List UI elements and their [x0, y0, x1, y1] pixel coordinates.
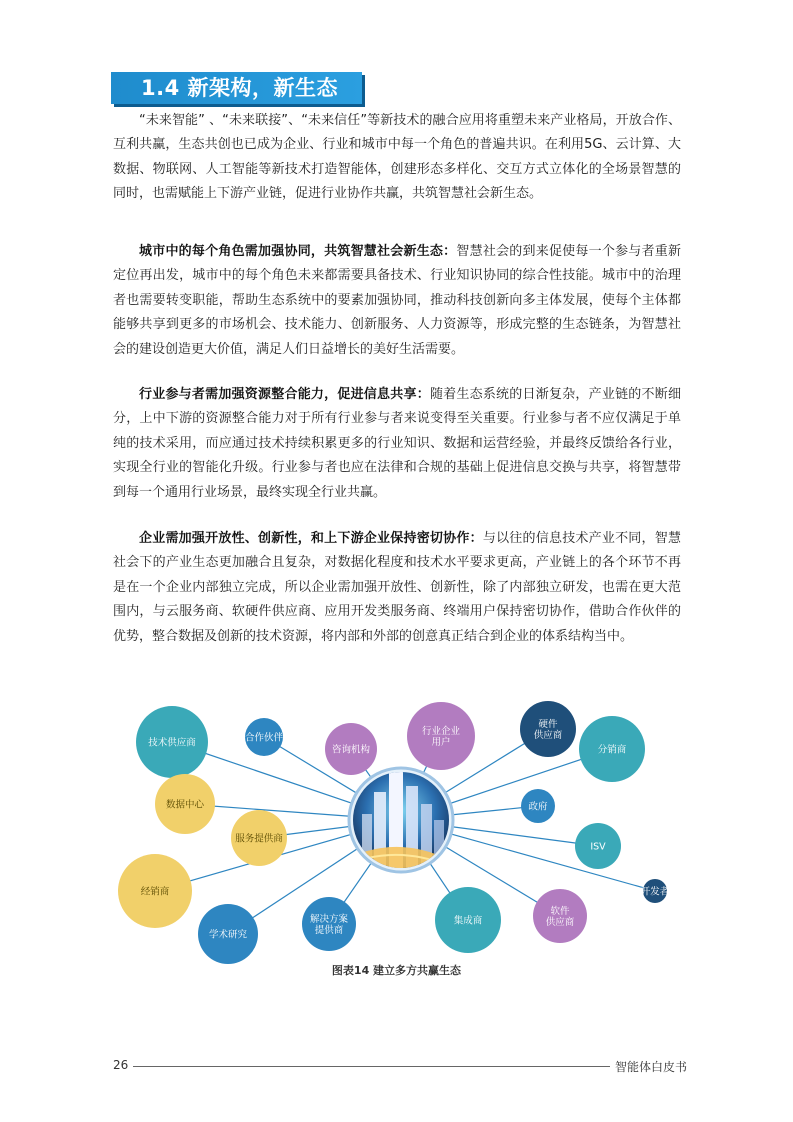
section-title: 1.4 新架构，新生态 — [111, 72, 362, 104]
node-label: 技术供应商 — [148, 737, 196, 749]
node-label: 解决方案 — [309, 914, 349, 925]
paragraph-city-roles — [113, 240, 681, 362]
node-label: 软件 — [550, 906, 570, 917]
paragraph-lead: 企业需加强开放性、创新性，和上下游企业保持密切协作： — [139, 531, 483, 546]
ecosystem-node-n2 — [245, 718, 284, 756]
ecosystem-node-n7 — [155, 774, 215, 834]
node-label: 硬件 — [538, 719, 558, 730]
footer-rule — [133, 1066, 610, 1067]
node-label: 行业企业 — [421, 726, 461, 737]
node-label: ISV — [590, 841, 606, 853]
city-hub-image — [349, 768, 453, 880]
page-number: 26 — [113, 1058, 129, 1072]
node-label: 合作伙伴 — [244, 732, 284, 744]
paragraph-body: 与以往的信息技术产业不同，智慧社会下的产业生态更加融合且复杂，对数据化程度和技术水平要求更高，产业链上的各个环节不再是在一个企业内部独立完成，所以企业需加强开放性、创新性，除了内部独立研发，也需在更大范围内，与云服务商、软硬件供应商、应用开发类服务商、终端用户保持密切协作，借助合作伙伴的优势，整合数据及创新的技术资源，将内部和外部的创意真正结合到企业的体系结构当中。 — [113, 531, 681, 644]
ecosystem-node-n3 — [325, 723, 377, 775]
node-label: 提供商 — [314, 925, 344, 936]
ecosystem-node-n10 — [575, 823, 621, 869]
ecosystem-node-n9 — [521, 789, 555, 823]
ecosystem-node-n4 — [407, 702, 475, 770]
ecosystem-node-n16 — [533, 889, 587, 943]
ecosystem-node-n6 — [579, 716, 645, 782]
ecosystem-node-n5 — [520, 701, 576, 757]
paragraph-body: 随着生态系统的日渐复杂，产业链的不断细分，上中下游的资源整合能力对于所有行业参与者来说变得至关重要。行业参与者不应仅满足于单纯的技术采用，而应通过技术持续积累更多的行业知识、数据和运营经验，并最终反馈给各行业，实现全行业的智能化升级。行业参与者也应在法律和合规的基础上促进信息交换与共享，将智慧带到每一个通用行业场景，最终实现全行业共赢。 — [113, 387, 681, 500]
ecosystem-node-n11 — [641, 879, 670, 903]
ecosystem-node-n14 — [302, 897, 356, 951]
ecosystem-node-n12 — [118, 854, 192, 928]
paragraph-intro: “未来智能” 、“未来联接”、“未来信任”等新技术的融合应用将重塑未来产业格局，开放合作、互利共赢，生态共创也已成为企业、行业和城市中每一个角色的普遍共识。在利用5G、云计算、大数据、物联网、人工智能等新技术打造智能体，创建形态多样化、交互方式立体化的全场景智慧的同时，也需赋能上下游产业链，促进行业协作共赢，共筑智慧社会新生态。 — [113, 113, 681, 202]
paragraph-lead: 行业参与者需加强资源整合能力，促进信息共享： — [139, 387, 430, 402]
ecosystem-node-n8 — [231, 810, 287, 866]
node-label: 学术研究 — [208, 929, 248, 941]
ecosystem-node-n15 — [435, 887, 501, 953]
node-label: 数据中心 — [165, 799, 205, 811]
node-label: 用户 — [431, 737, 451, 748]
ecosystem-node-n13 — [198, 904, 258, 964]
node-label: 政府 — [528, 801, 548, 813]
node-label: 经销商 — [140, 886, 170, 898]
node-label: 供应商 — [533, 730, 563, 741]
ecosystem-diagram — [110, 694, 682, 970]
node-label: 服务提供商 — [235, 833, 283, 845]
node-label: 分销商 — [597, 744, 627, 756]
footer-title: 智能体白皮书 — [615, 1060, 688, 1074]
paragraph-industry — [113, 383, 681, 505]
node-label: 集成商 — [453, 915, 483, 927]
node-label: 供应商 — [545, 917, 575, 928]
node-label: 开发者 — [640, 886, 670, 898]
figure-caption: 图表14 建立多方共赢生态 — [331, 964, 462, 977]
paragraph-lead: 城市中的每个角色需加强协同，共筑智慧社会新生态： — [139, 244, 457, 259]
paragraph-body: 智慧社会的到来促使每一个参与者重新定位再出发，城市中的每个角色未来都需要具备技术、行业知识协同的综合性技能。城市中的治理者也需要转变职能，帮助生态系统中的要素加强协同，推动科技创新向多主体发展，使每个主体都能够共享到更多的市场机会、技术能力、创新服务、人力资源等，形成完整的生态链条，为智慧社会的建设创造更大价值，满足人们日益增长的美好生活需要。 — [113, 244, 681, 357]
paragraph-enterprise — [113, 527, 681, 649]
node-label: 咨询机构 — [331, 744, 371, 756]
ecosystem-node-n1 — [136, 706, 208, 778]
